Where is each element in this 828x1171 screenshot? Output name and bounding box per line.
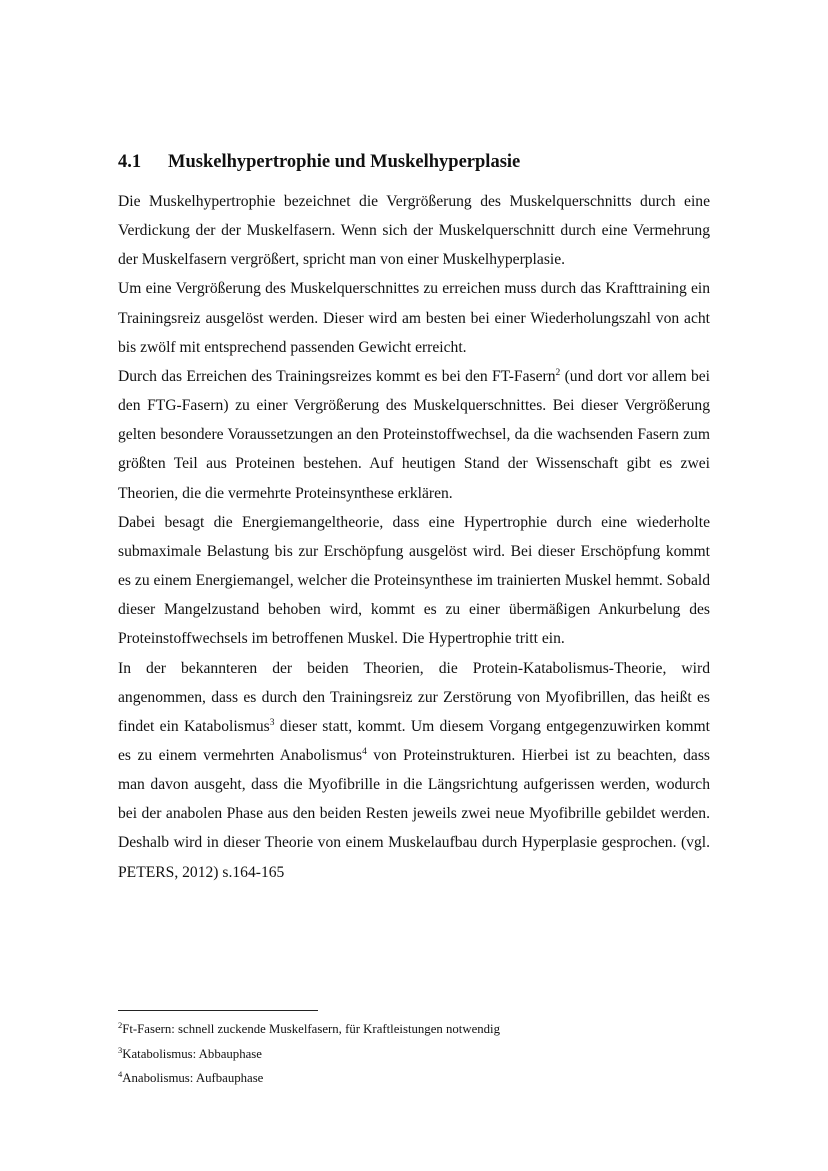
paragraph-energy-deficit-theory (118, 508, 710, 654)
paragraph-catabolism-theory (118, 654, 710, 887)
footnote-item (118, 1066, 718, 1091)
footnote-mark: 3 (118, 1044, 123, 1055)
section-number: 4.1 (118, 152, 142, 172)
footnote-ref-2: 2 (555, 367, 561, 378)
paragraph-energy-deficit-text: Dabei besagt die Energiemangeltheorie, dass eine Hypertrophie durch eine wiederholte submaximale Belastung bis zur Erschöpfung ausgelöst wird. Bei dieser Erschöpfung kommt es zu einem Energiemangel, welcher die Proteinsynthese im trainierten Muskel hemmt. Sobald dieser Mangelzustand behoben wird, kommt es zu einer übermäßigen Ankurbelung des Proteinstoffwechsels im betroffenen Muskel. Die Hypertrophie tritt ein. (118, 513, 710, 648)
footnote-mark: 4 (118, 1069, 123, 1079)
footnote-text: Ft-Fasern: schnell zuckende Muskelfasern, für Kraftleistungen notwendig (122, 1022, 501, 1036)
footnote-item (118, 1042, 718, 1067)
paragraph-catabolism-text-a: In der bekannteren der beiden Theorien, die Protein-Katabolismus-Theorie, wird angenommen, dass es durch den Trainingsreiz zur Zerstörung von Myofibrillen, das heißt es findet ein Katabolismus (118, 659, 710, 735)
paragraph-ft-fibers-text-a: Durch das Erreichen des Trainingsreizes kommt es bei den FT-Fasern (118, 367, 556, 385)
footnote-ref-4: 4 (362, 746, 367, 757)
footnote-mark: 2 (118, 1020, 123, 1030)
footnote-item (118, 1017, 718, 1042)
footnote-text: Katabolismus: Abbauphase (122, 1046, 262, 1061)
paragraph-definition (118, 187, 710, 274)
paragraph-catabolism-text-c: von Proteinstrukturen. Hierbei ist zu beachten, dass man davon ausgeht, dass die Myofibrille in die Längsrichtung aufgerissen werden, wodurch bei der anabolen Phase aus den beiden Resten jeweils zwei neue Myofibrille gebildet werden. Deshalb wird in dieser Theorie von einem Muskelaufbau durch Hyperplasie gesprochen. (vgl. PETERS, 2012) s.164-165 (118, 746, 710, 881)
section-heading (118, 149, 718, 175)
paragraph-definition-text: Die Muskelhypertrophie bezeichnet die Vergrößerung des Muskelquerschnitts durch eine Verdickung der der Muskelfasern. Wenn sich der Muskelquerschnitt durch eine Vermehrung der Muskelfasern vergrößert, spricht man von einer Muskelhyperplasie. (118, 193, 710, 269)
paragraph-ft-fibers (118, 362, 710, 508)
footnote-divider (118, 1010, 318, 1011)
footnote-text: Anabolismus: Aufbauphase (122, 1071, 264, 1085)
paragraph-training-stimulus (118, 274, 710, 361)
paragraph-training-stimulus-text: Um eine Vergrößerung des Muskelquerschnittes zu erreichen muss durch das Krafttraining ein Trainingsreiz ausgelöst werden. Dieser wird am besten bei einer Wiederholungszahl von acht bis zwölf mit entsprechend passenden Gewicht erreicht. (118, 280, 710, 356)
paragraph-ft-fibers-text-b: (und dort vor allem bei den FTG-Fasern) zu einer Vergrößerung des Muskelquerschnittes. Bei dieser Vergrößerung gelten besondere Voraussetzungen an den Proteinstoffwechsel, da die wachsenden Fasern zum größten Teil aus Proteinen bestehen. Auf heutigen Stand der Wissenschaft gibt es zwei Theorien, die die vermehrte Proteinsynthese erklären. (118, 367, 710, 502)
footnotes (118, 1017, 718, 1091)
section-title: Muskelhypertrophie und Muskelhyperplasie (168, 152, 521, 172)
footnote-ref-3: 3 (269, 717, 275, 728)
body-text (118, 187, 710, 887)
paragraph-catabolism-text-b: dieser statt, kommt. Um diesem Vorgang entgegenzuwirken kommt es zu einem vermehrten Anabolismus (118, 717, 710, 764)
